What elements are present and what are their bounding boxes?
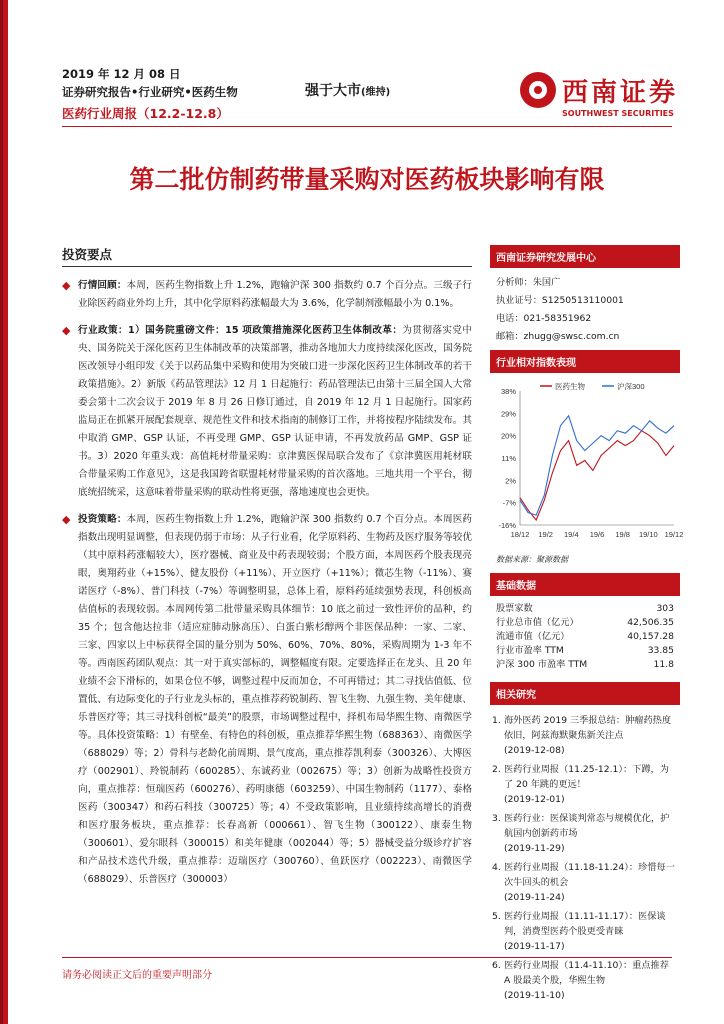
basic-data-table [490, 596, 680, 682]
market-review-lead: 行情回顾： [78, 280, 127, 291]
item-date: (2019-12-08) [504, 745, 565, 756]
chart-box-heading: 行业相对指数表现 [490, 350, 680, 373]
page-title: 第二批仿制药带量采购对医药板块影响有限 [129, 165, 605, 194]
row-key: 流通市值（亿元） [496, 631, 570, 642]
row-key: 股票家数 [496, 603, 533, 614]
y-tick-label: -16% [498, 521, 516, 530]
company-logo [520, 70, 680, 124]
row-key: 行业总市值（亿元） [496, 617, 579, 628]
item-date: (2019-11-29) [504, 843, 565, 854]
item-number: 4. [492, 862, 501, 873]
legend-label: 沪深300 [617, 382, 645, 391]
basic-data-row [490, 630, 680, 644]
bullet-icon: ◆ [62, 279, 71, 292]
analyst-phone: 电话：021-58351962 [496, 313, 592, 324]
logo-text-cn: 西南证券 [562, 78, 679, 108]
strategy-text: 本周，医药生物指数上升 1.2%，跑输沪深 300 指数约 0.7 个百分点。本周医药指数出现明显调整，但表现仍弱于市场：从子行业看，化学原料药、生物药及医疗服务等较优（其中原料药涨幅较大），医疗器械、商业及中药表现较弱；个股方面，本周医药个股表现亮眼，奥翔药业（+15%）、健友股份（+11%）、开立医疗（+11%）；微芯生物（-11%）、赛诺医疗（-8%）、普门科技（-7%）等调整明显，总体上看，原料药延续强势表现，科创板高估值标的表现较弱。本周网传第二批带量采购具体细节：10 底之前过一致性评价的品种，约 35 个；包含他达拉非（适应症肺动脉高压）、白蛋白紫杉醇两个非医保品种：一家、二家、三家、四家以上中标获得全国的量分别为 50%、60%、70%、80%，采购周期为 1-3 年不等。西南医药团队观点：其一对于真实部标的，调整幅度有限。定要选择正在龙头、且 20 年业绩不会下滑标的，如果仓位不够，调整过程中反而加仓，不可再错过；其二寻找估值低、位置低、有边际变化的子行业龙头标的，重点推荐药锐制药、智飞生物、九强生物、美年健康、乐普医疗等；其三寻找科创板“最美”的股票，市场调整过程中，择机布局华熙生物、南微医学等。具体投资策略：1）有壁垒、有特色的科创板，重点推荐华熙生物（688363）、南微医学（688029）等；2）骨科与老龄化前周期、景气度高，重点推荐凯利泰（300326）、大博医疗（002901）、羚锐制药（600285）、东诚药业（002675）等；3）创新为战略性投资方向，重点推荐：恒瑞医药（600276）、药明康德（603259）、中国生物制药（1177）、泰格医药（300347）和药石科技（300725）等；4）不受政策影响，且业绩持续高增长的消费和医疗服务板块，重点推荐：长春高新（000661）、智飞生物（300122）、康泰生物（300601）、爱尔眼科（300015）和美年健康（002044）等；5）器械受益分级诊疗扩容和产品技术迭代升级，重点推荐：迈瑞医疗（300760）、鱼跃医疗（002223）、南微医学（688029）、乐普医疗（300003） [78, 514, 472, 885]
related-item[interactable] [490, 811, 680, 856]
item-date: (2019-11-24) [504, 892, 565, 903]
strategy-paragraph [62, 511, 472, 889]
related-research-heading: 相关研究 [490, 682, 680, 705]
basic-data-row [490, 616, 680, 630]
y-tick-label: 29% [500, 409, 516, 419]
footer-disclaimer[interactable]: 请务必阅读正文后的重要声明部分 [62, 970, 212, 981]
bullet-icon: ◆ [62, 513, 71, 526]
row-key: 沪深 300 市盈率 TTM [496, 659, 588, 670]
item-date: (2019-12-01) [504, 794, 565, 805]
item-title: 医药行业周报（11.4-11.10）：重点推荐 A 股最美个股，华熙生物 [504, 960, 669, 986]
item-number: 2. [492, 764, 501, 775]
y-tick-label: -7% [502, 498, 516, 508]
basic-data-row [490, 602, 680, 616]
series-line-hs300 [520, 416, 674, 515]
section-heading: 投资要点 [62, 245, 472, 267]
rating-note: (维持) [361, 87, 391, 98]
item-date: (2019-11-17) [504, 941, 565, 952]
report-date: 2019 年 12 月 08 日 [62, 67, 181, 81]
x-tick-label: 19/12 [664, 530, 684, 539]
row-value: 303 [656, 603, 674, 614]
basic-data-row [490, 644, 680, 658]
policy-paragraph [62, 322, 472, 502]
item-date: (2019-11-10) [504, 990, 565, 1001]
policy-text: 为贯彻落实党中央、国务院关于深化医药卫生体制改革的决策部署，推动各地加大力度持续深化医改，国务院医改领导小组印发《关于以药品集中采购和使用为突破口进一步深化医药卫生体制改革的若干政策措施》。2）新版《药品管理法》12 月 1 日起施行：药品管理法已由第十三届全国人大常委会第十二次会议于 2019 年 8 月 26 日修订通过，自 2019 年 12 月 1 日起施行。国家药监局正在抓紧开展配套规章、规范性文件和技术指南的制修订工作，并将按程序陆续发布。其中取消 GMP、GSP 认证，不再受理 GMP、GSP 认证申请，不再发放药品 GMP、GSP 证书。3）2020 年重头戏：高值耗材带量采购：京津冀医保局联合发布了《京津冀医用耗材联合带量采购工作意见》，这是我国跨省联盟耗材带量采购的首次落地。三地共用一个平台，彻底统招统采，这意味着带量采购的联动性将更强，落地速度也会更快。 [78, 325, 473, 498]
rating [305, 80, 390, 100]
item-title: 医药行业周报（11.11-11.17）：医保谈判，消费型医药个股更受青睐 [504, 911, 666, 937]
report-period: 医药行业周报（12.2-12.8） [62, 106, 229, 121]
item-number: 3. [492, 813, 501, 824]
chart-svg [490, 377, 684, 552]
series-line-pharma [520, 431, 674, 520]
y-tick-label: 38% [500, 387, 516, 396]
y-tick-label: 11% [501, 454, 516, 463]
item-title: 海外医药 2019 三季报总结：肿瘤药热度依旧，阿兹海默聚焦新关注点 [504, 715, 672, 741]
sidebar [490, 245, 684, 1007]
policy-lead: 行业政策：1）国务院重磅文件：15 项政策措施深化医药卫生体制改革： [78, 325, 403, 336]
item-number: 5. [492, 911, 501, 922]
analyst-email[interactable]: 邮箱：zhugg@swsc.com.cn [496, 331, 620, 342]
x-tick-label: 19/2 [538, 530, 553, 539]
item-number: 1. [492, 715, 501, 726]
footer-divider [62, 957, 672, 958]
analyst-box-heading: 西南证券研究发展中心 [490, 245, 680, 268]
market-review-paragraph [62, 277, 472, 313]
item-title: 医药行业：医保谈判常态与规模优化，护航国内创新药市场 [504, 813, 670, 839]
investment-highlights [62, 245, 472, 898]
related-item[interactable] [490, 713, 680, 758]
basic-data-heading: 基础数据 [490, 573, 680, 596]
item-title: 医药行业周报（11.18-11.24）：珍惜每一次牛回头的机会 [504, 862, 675, 888]
x-tick-label: 19/10 [638, 530, 658, 539]
x-tick-label: 18/12 [510, 530, 530, 539]
brand-sidebar-bar [0, 0, 8, 1024]
rating-text: 强于大市 [305, 83, 361, 99]
header-divider [62, 126, 672, 127]
row-value: 40,157.28 [627, 631, 674, 642]
logo-text-en: SOUTHWEST SECURITIES [562, 109, 674, 118]
strategy-lead: 投资策略： [78, 514, 127, 525]
basic-data-row [490, 658, 680, 672]
x-tick-label: 19/8 [615, 530, 630, 539]
item-number: 6. [492, 960, 501, 971]
item-title: 医药行业周报（11.25-12.1）：下蹲，为了 20 年跳的更远！ [504, 764, 669, 790]
x-tick-label: 19/6 [589, 530, 605, 539]
report-category: 证券研究报告•行业研究•医药生物 [62, 85, 238, 99]
related-research-list [490, 705, 680, 1003]
related-item[interactable] [490, 909, 680, 954]
related-item[interactable] [490, 958, 680, 1003]
analyst-name: 分析师：朱国广 [496, 277, 561, 288]
market-review-text: 本周，医药生物指数上升 1.2%，跑输沪深 300 指数约 0.7 个百分点。三级子行业除医药商业外均上升，其中化学原料药涨幅最大为 3.6%，化学制剂涨幅最小为 0.1%。 [78, 280, 472, 309]
x-tick-label: 19/4 [564, 530, 579, 539]
y-tick-label: 2% [505, 476, 516, 486]
row-value: 42,506.35 [627, 617, 674, 628]
row-value: 33.85 [647, 645, 674, 656]
chart-source: 数据来源：聚源数据 [496, 555, 568, 564]
logo-emblem-icon [520, 72, 556, 108]
related-item[interactable] [490, 860, 680, 905]
analyst-info [490, 268, 680, 350]
row-value: 11.8 [653, 659, 674, 670]
bullet-icon: ◆ [62, 324, 71, 337]
row-key: 行业市盈率 TTM [496, 645, 564, 656]
relative-index-chart [490, 377, 684, 552]
y-tick-label: 20% [500, 431, 516, 441]
legend-label: 医药生物 [555, 382, 585, 391]
related-item[interactable] [490, 762, 680, 807]
analyst-license: 执业证号：S1250513110001 [496, 295, 624, 306]
